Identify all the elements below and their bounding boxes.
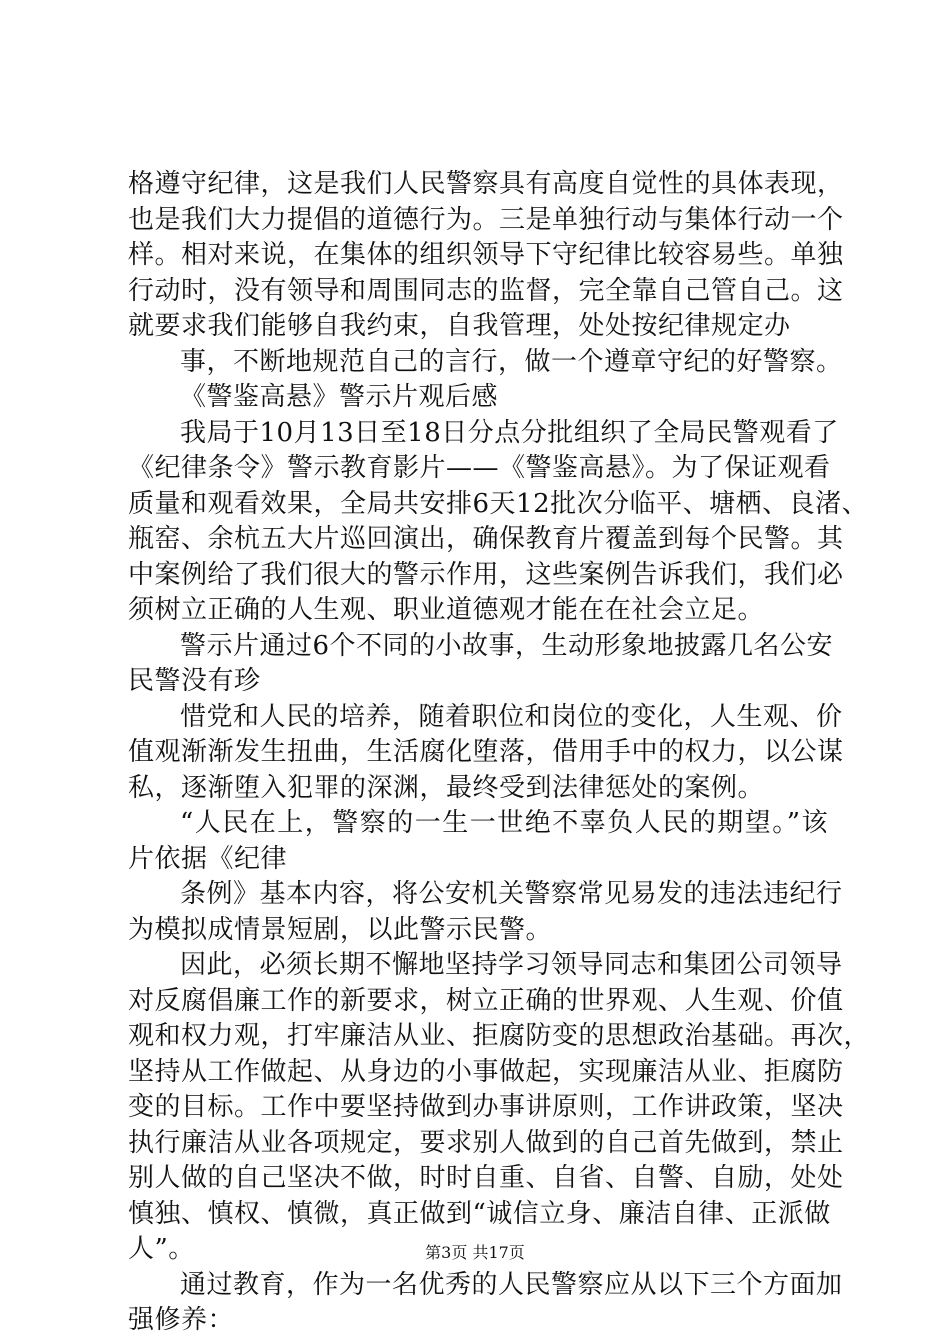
text-line: 慎独、慎权、慎微，真正做到“诚信立身、廉洁自律、正派做	[128, 1198, 831, 1229]
text-line: 行动时，没有领导和周围同志的监督，完全靠自己管自己。这	[128, 275, 844, 306]
text-line: 对反腐倡廉工作的新要求，树立正确的世界观、人生观、价值	[128, 985, 844, 1016]
text-line: 质量和观看效果，全局共安排6天12批次分临平、塘栖、良渚、	[128, 488, 869, 519]
text-line: 值观渐渐发生扭曲，生活腐化堕落，借用手中的权力，以公谋	[128, 737, 844, 767]
text-line: 也是我们大力提倡的道德行为。三是单独行动与集体行动一个	[128, 204, 844, 235]
text-line: 样。相对来说，在集体的组织领导下守纪律比较容易些。单独	[128, 240, 844, 270]
text-line: 我局于10月13日至18日分点分批组织了全局民警观看了	[180, 417, 839, 448]
text-line: 片依据《纪律	[128, 843, 288, 874]
text-line: 执行廉洁从业各项规定，要求别人做到的自己首先做到，禁止	[128, 1127, 844, 1158]
text-line: 惜党和人民的培养，随着职位和岗位的变化，人生观、价	[180, 701, 843, 732]
text-line: 瓶窑、余杭五大片巡回演出，确保教育片覆盖到每个民警。其	[128, 524, 844, 554]
text-line: 条例》基本内容，将公安机关警察常见易发的违法违纪行	[180, 879, 843, 909]
text-line: 格遵守纪律，这是我们人民警察具有高度自觉性的具体表现，	[128, 169, 844, 199]
text-line: 须树立正确的人生观、职业道德观才能在在社会立足。	[128, 595, 765, 625]
text-line: 《警鉴高悬》警示片观后感	[180, 382, 499, 412]
text-line: 民警没有珍	[128, 666, 261, 696]
text-line: 别人做的自己坚决不做，时时自重、自省、自警、自励，处处	[128, 1163, 844, 1193]
text-line: 中案例给了我们很大的警示作用，这些案例告诉我们，我们必	[128, 559, 844, 590]
document-body	[128, 167, 871, 1339]
text-line: 通过教育，作为一名优秀的人民警察应从以下三个方面加	[180, 1269, 843, 1300]
text-line: 强修养：	[128, 1305, 235, 1335]
text-line: 因此，必须长期不懈地坚持学习领导同志和集团公司领导	[180, 950, 843, 980]
page-footer: 第3页 共17页	[425, 1243, 525, 1262]
text-line: 坚持从工作做起、从身边的小事做起，实现廉洁从业、拒腐防	[128, 1056, 844, 1087]
text-line: 《纪律条令》警示教育影片——《警鉴高悬》。为了保证观看	[128, 453, 831, 483]
text-line: “人民在上，警察的一生一世绝不辜负人民的期望。”该	[180, 808, 828, 838]
text-line: 事，不断地规范自己的言行，做一个遵章守纪的好警察。	[180, 346, 843, 377]
text-line: 观和权力观，打牢廉洁从业、拒腐防变的思想政治基础。再次，	[128, 1021, 871, 1051]
text-line: 变的目标。工作中要坚持做到办事讲原则，工作讲政策，坚决	[128, 1092, 844, 1122]
text-line: 私，逐渐堕入犯罪的深渊，最终受到法律惩处的案例。	[128, 772, 765, 803]
text-line: 就要求我们能够自我约束，自我管理，处处按纪律规定办	[128, 311, 791, 341]
text-line: 警示片通过6个不同的小故事，生动形象地披露几名公安	[180, 630, 834, 661]
text-line: 为模拟成情景短剧，以此警示民警。	[128, 914, 553, 945]
text-line: 人”。	[128, 1234, 195, 1264]
